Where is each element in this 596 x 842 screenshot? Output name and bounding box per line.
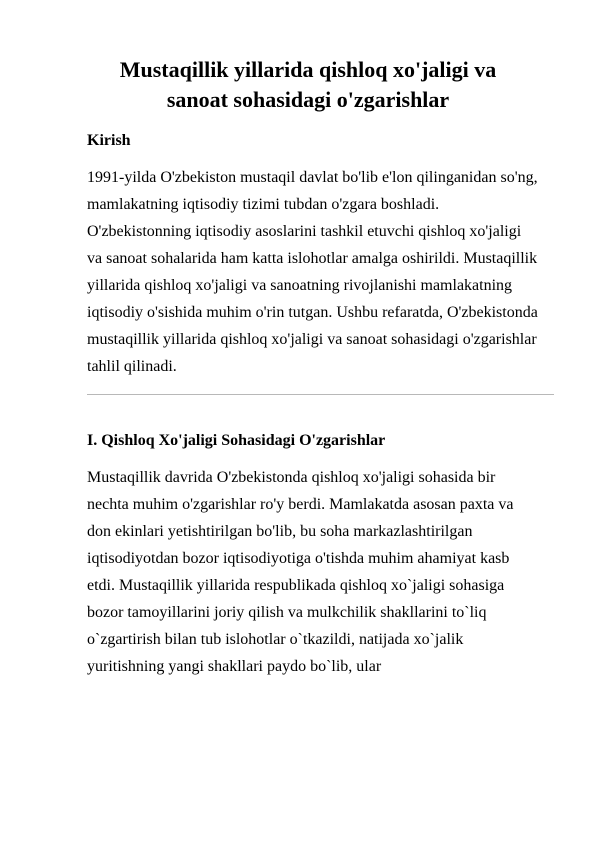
- intro-paragraph: 1991-yilda O'zbekiston mustaqil davlat bo'lib e'lon qilinganidan so'ng, mamlakatning iqtisodiy tizimi tubdan o'zgara boshladi. O'zbekistonning iqtisodiy asoslarini tashkil etuvchi qishloq xo'jaligi va sanoat sohalarida ham katta islohotlar amalga oshirildi. Mustaqillik yillarida qishloq xo'jaligi va sanoatning rivojlanishi mamlakatning iqtisodiy o'sishida muhim o'rin tutgan. Ushbu refaratda, O'zbekistonda mustaqillik yillarida qishloq xo'jaligi va sanoat sohasidagi o'zgarishlar tahlil qilinadi.: [87, 169, 538, 375]
- intro-heading: Kirish: [87, 132, 131, 149]
- document-title-line-1: Mustaqillik yillarida qishloq xo'jaligi va: [119, 57, 497, 82]
- section-divider: [87, 394, 554, 395]
- section-1-heading: I. Qishloq Xo'jaligi Sohasidagi O'zgarishlar: [87, 432, 386, 449]
- document-title-line-2: sanoat sohasidagi o'zgarishlar: [166, 87, 450, 112]
- section-1-paragraph: Mustaqillik davrida O'zbekistonda qishloq xo'jaligi sohasida bir nechta muhim o'zgarishlar ro'y berdi. Mamlakatda asosan paxta va don ekinlari yetishtirilgan bo'lib, bu soha markazlashtirilgan iqtisodiyotdan bozor iqtisodiyotiga o'tishda muhim ahamiyat kasb etdi. Mustaqillik yillarida respublikada qishloq xo`jaligi sohasiga bozor tamoyillarini joriy qilish va mulkchilik shakllarini to`liq o`zgartirish bilan tub islohotlar o`tkazildi, natijada xo`jalik yuritishning yangi shakllari paydo bo`lib, ular: [87, 469, 514, 675]
- document-title: [77, 55, 539, 115]
